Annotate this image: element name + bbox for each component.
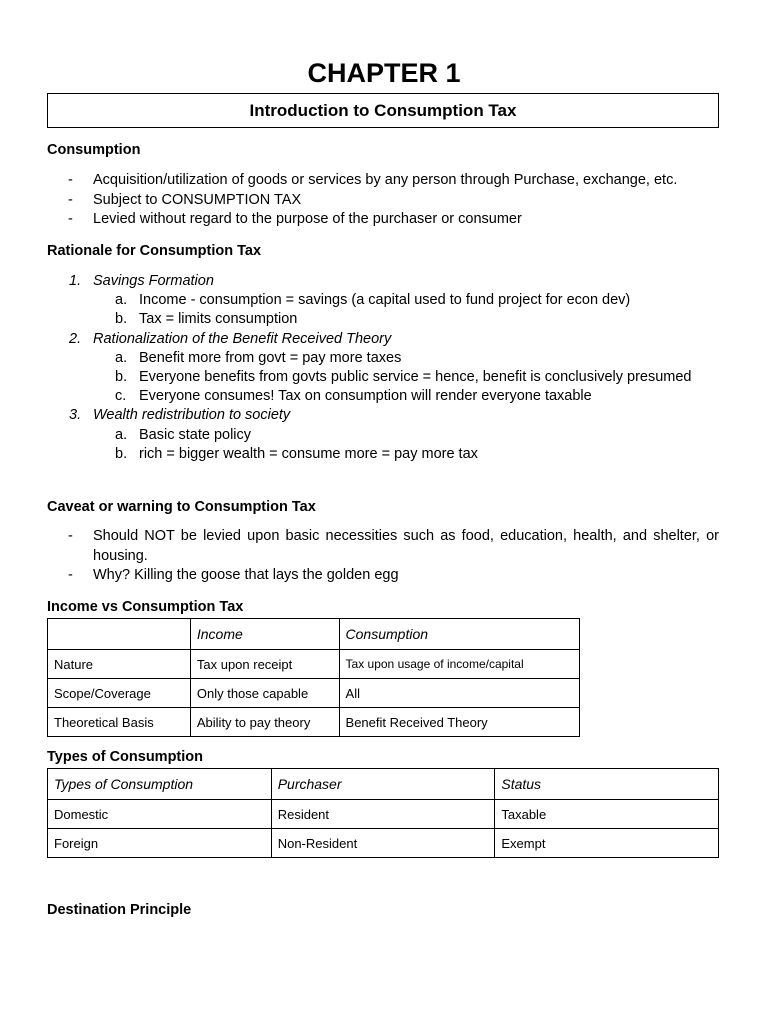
- table-header-cell: Types of Consumption: [48, 769, 272, 800]
- table-cell: Nature: [48, 650, 191, 679]
- heading-income-vs: Income vs Consumption Tax: [47, 599, 244, 615]
- table-cell: Domestic: [48, 800, 272, 829]
- table-cell: Exempt: [495, 829, 719, 858]
- list-item: a. Benefit more from govt = pay more taxes: [115, 349, 402, 366]
- heading-types: Types of Consumption: [47, 749, 204, 765]
- table-header-row: [48, 619, 580, 650]
- table-row: [48, 800, 719, 829]
- consumption-list: [47, 171, 719, 230]
- table-header-cell: Status: [495, 769, 719, 800]
- table-cell: Resident: [271, 800, 495, 829]
- list-item: 1. Savings Formation a. Income - consumption = savings (a capital used to fund project for econ dev) b. Tax = limits consumption: [47, 272, 719, 330]
- list-item: b. Tax = limits consumption: [115, 311, 298, 328]
- list-item: c. Everyone consumes! Tax on consumption will render everyone taxable: [115, 388, 592, 405]
- list-item: 3. Wealth redistribution to society a. Basic state policy b. rich = bigger wealth = consume more = pay more tax: [47, 406, 719, 464]
- table-row: [48, 679, 580, 708]
- table-cell: Benefit Received Theory: [339, 708, 579, 737]
- list-item: - Acquisition/utilization of goods or services by any person through Purchase, exchange, etc.: [68, 172, 678, 188]
- table-cell: Tax upon receipt: [190, 650, 339, 679]
- list-item: b. Everyone benefits from govts public service = hence, benefit is conclusively presumed: [115, 369, 692, 386]
- table-cell: Scope/Coverage: [48, 679, 191, 708]
- list-item: b. rich = bigger wealth = consume more = pay more tax: [115, 445, 478, 462]
- table-cell: Foreign: [48, 829, 272, 858]
- rationale-list: [47, 272, 719, 464]
- table-cell: Taxable: [495, 800, 719, 829]
- list-item: - Why? Killing the goose that lays the golden egg: [68, 567, 399, 583]
- section-title-box: Introduction to Consumption Tax: [47, 93, 719, 128]
- list-item: 2. Rationalization of the Benefit Received Theory a. Benefit more from govt = pay more taxes b. Everyone benefits from govts public service = hence, benefit is conclusively presumed c. Everyone consumes! Tax on consumption will render everyone taxable: [47, 330, 719, 407]
- list-item: a. Basic state policy: [115, 426, 252, 443]
- table-cell: Only those capable: [190, 679, 339, 708]
- chapter-title: CHAPTER 1: [307, 58, 461, 88]
- list-item: a. Income - consumption = savings (a capital used to fund project for econ dev): [115, 292, 631, 309]
- table-row: [48, 650, 580, 679]
- table-cell: All: [339, 679, 579, 708]
- list-item: - Levied without regard to the purpose of the purchaser or consumer: [68, 211, 522, 227]
- types-of-consumption-table: [47, 768, 719, 858]
- list-item: - Subject to CONSUMPTION TAX: [68, 191, 302, 208]
- table-header-cell: Income: [190, 619, 339, 650]
- table-header-cell: [48, 619, 191, 650]
- table-header-cell: Purchaser: [271, 769, 495, 800]
- table-cell: Theoretical Basis: [48, 708, 191, 737]
- caveat-list: [47, 527, 719, 586]
- table-header-cell: Consumption: [339, 619, 579, 650]
- heading-caveat: Caveat or warning to Consumption Tax: [47, 499, 316, 515]
- table-header-row: [48, 769, 719, 800]
- heading-rationale: Rationale for Consumption Tax: [47, 243, 262, 259]
- list-item: - Should NOT be levied upon basic necessities such as food, education, health, and shelter, or housing.: [68, 528, 719, 564]
- income-vs-consumption-table: [47, 618, 580, 737]
- table-cell: Ability to pay theory: [190, 708, 339, 737]
- table-cell: Tax upon usage of income/capital: [339, 650, 579, 679]
- heading-consumption: Consumption: [47, 142, 141, 158]
- table-cell: Non-Resident: [271, 829, 495, 858]
- table-row: [48, 708, 580, 737]
- table-row: [48, 829, 719, 858]
- heading-destination: Destination Principle: [47, 902, 192, 918]
